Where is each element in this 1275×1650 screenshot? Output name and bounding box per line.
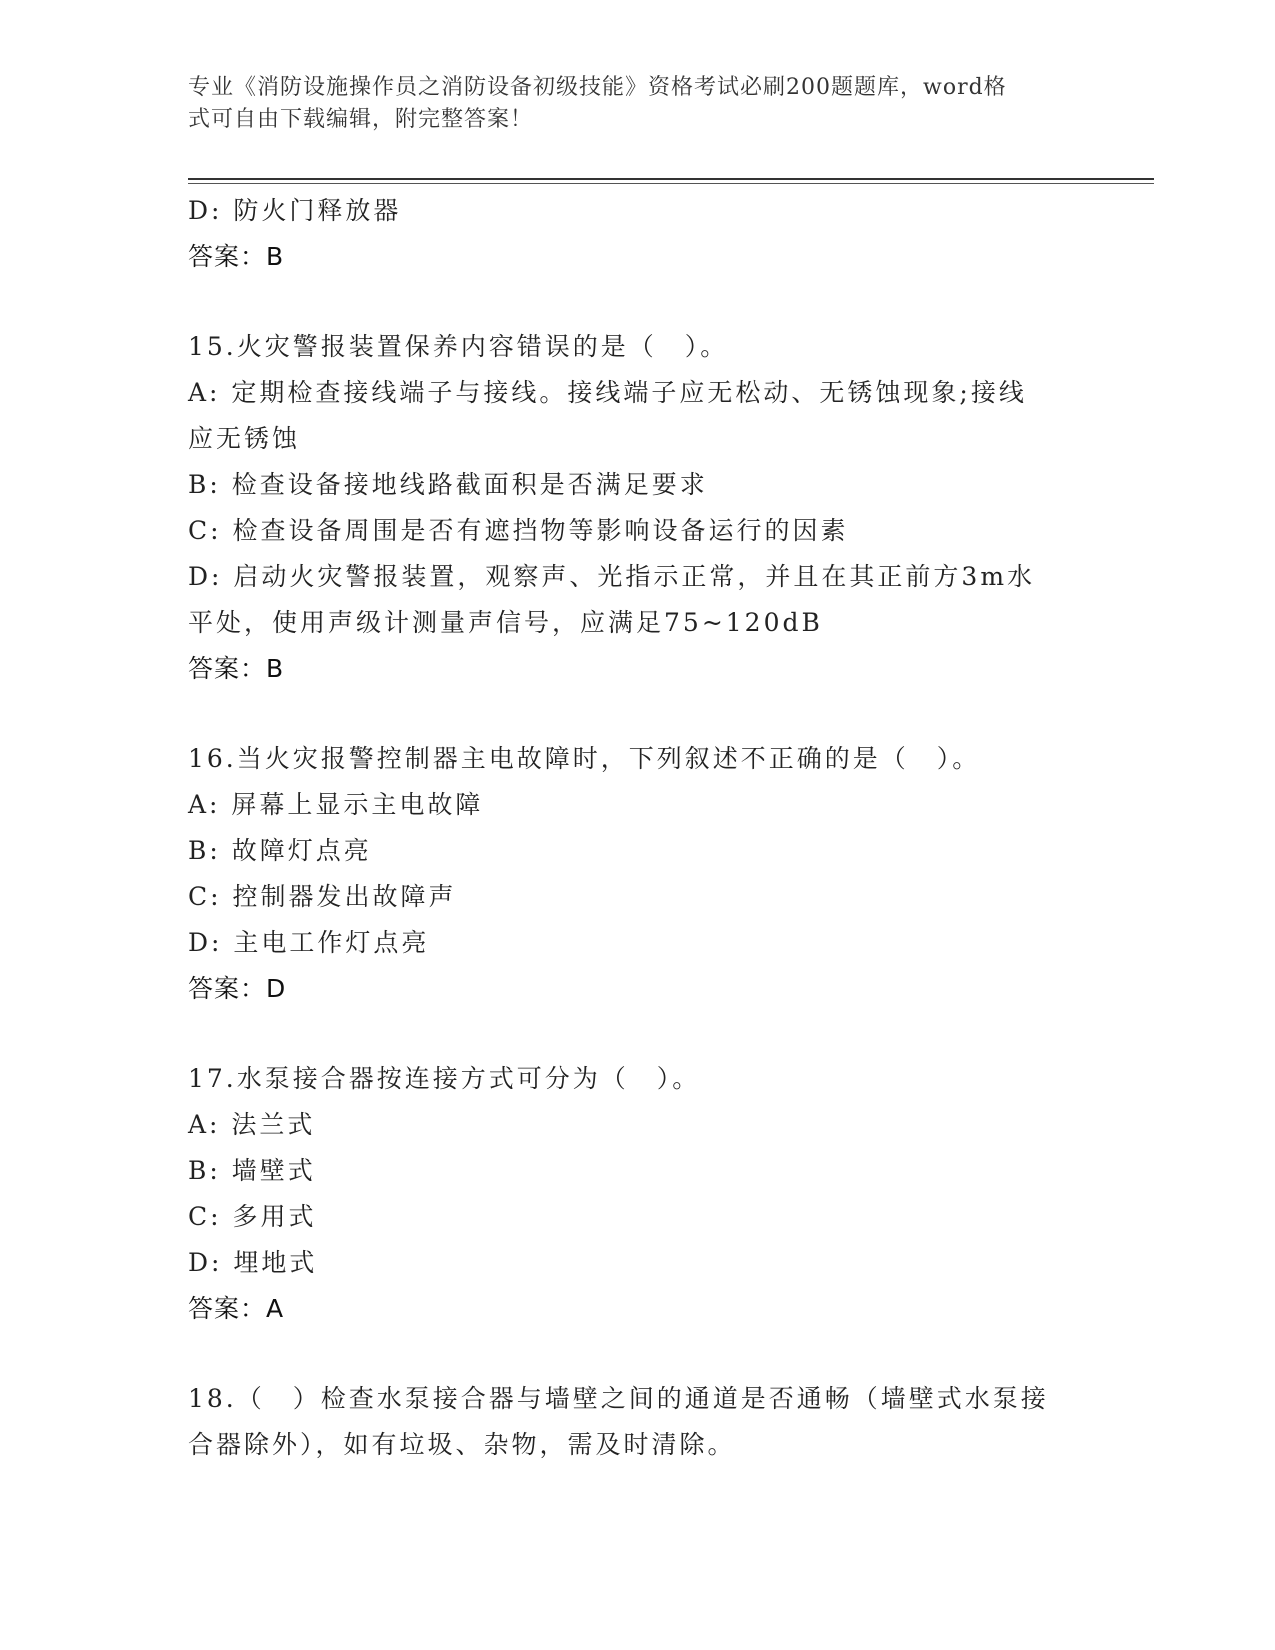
option-b: B: 检查设备接地线路截面积是否满足要求 <box>188 470 708 499</box>
option-d: D: 埋地式 <box>188 1248 318 1277</box>
question-18 <box>188 1376 1088 1468</box>
spacer <box>188 280 1088 324</box>
header-line-1: 专业《消防设施操作员之消防设备初级技能》资格考试必刷200题题库，word格 <box>188 75 1007 100</box>
option-b: B: 故障灯点亮 <box>188 836 372 865</box>
option-a-line-2: 应无锈蚀 <box>188 424 301 453</box>
question-stem-line-1: 18.（ ）检查水泵接合器与墙壁之间的通道是否通畅（墙壁式水泵接 <box>188 1384 1049 1413</box>
option-c: C: 控制器发出故障声 <box>188 882 457 911</box>
answer: 答案：B <box>188 654 285 683</box>
option-a: A: 法兰式 <box>188 1110 316 1139</box>
question-stem: 15.火灾警报装置保养内容错误的是（ ）。 <box>188 332 729 361</box>
prev-option-d: D: 防火门释放器 <box>188 196 402 225</box>
question-16 <box>188 736 1088 1012</box>
spacer <box>188 692 1088 736</box>
question-content <box>188 188 1088 1468</box>
header-line-2: 式可自由下载编辑，附完整答案！ <box>188 107 534 132</box>
option-b: B: 墙壁式 <box>188 1156 316 1185</box>
spacer <box>188 1332 1088 1376</box>
option-d: D: 主电工作灯点亮 <box>188 928 430 957</box>
option-d-line-1: D: 启动火灾警报装置，观察声、光指示正常，并且在其正前方3m水 <box>188 562 1036 591</box>
document-header <box>188 72 1088 136</box>
option-a: A: 屏幕上显示主电故障 <box>188 790 484 819</box>
header-divider-thin <box>188 183 1154 184</box>
question-stem-line-2: 合器除外），如有垃圾、杂物，需及时清除。 <box>188 1430 736 1459</box>
prev-answer: 答案：B <box>188 242 285 271</box>
option-d-line-2: 平处，使用声级计测量声信号，应满足75~120dB <box>188 608 823 637</box>
spacer <box>188 1012 1088 1056</box>
answer: 答案：D <box>188 974 287 1003</box>
header-divider-thick <box>188 178 1154 180</box>
question-17 <box>188 1056 1088 1332</box>
option-a-line-1: A: 定期检查接线端子与接线。接线端子应无松动、无锈蚀现象;接线 <box>188 378 1027 407</box>
question-15 <box>188 324 1088 692</box>
option-c: C: 检查设备周围是否有遮挡物等影响设备运行的因素 <box>188 516 849 545</box>
question-stem: 16.当火灾报警控制器主电故障时，下列叙述不正确的是（ ）。 <box>188 744 981 773</box>
answer: 答案：A <box>188 1294 285 1323</box>
option-c: C: 多用式 <box>188 1202 317 1231</box>
question-stem: 17.水泵接合器按连接方式可分为（ ）。 <box>188 1064 701 1093</box>
